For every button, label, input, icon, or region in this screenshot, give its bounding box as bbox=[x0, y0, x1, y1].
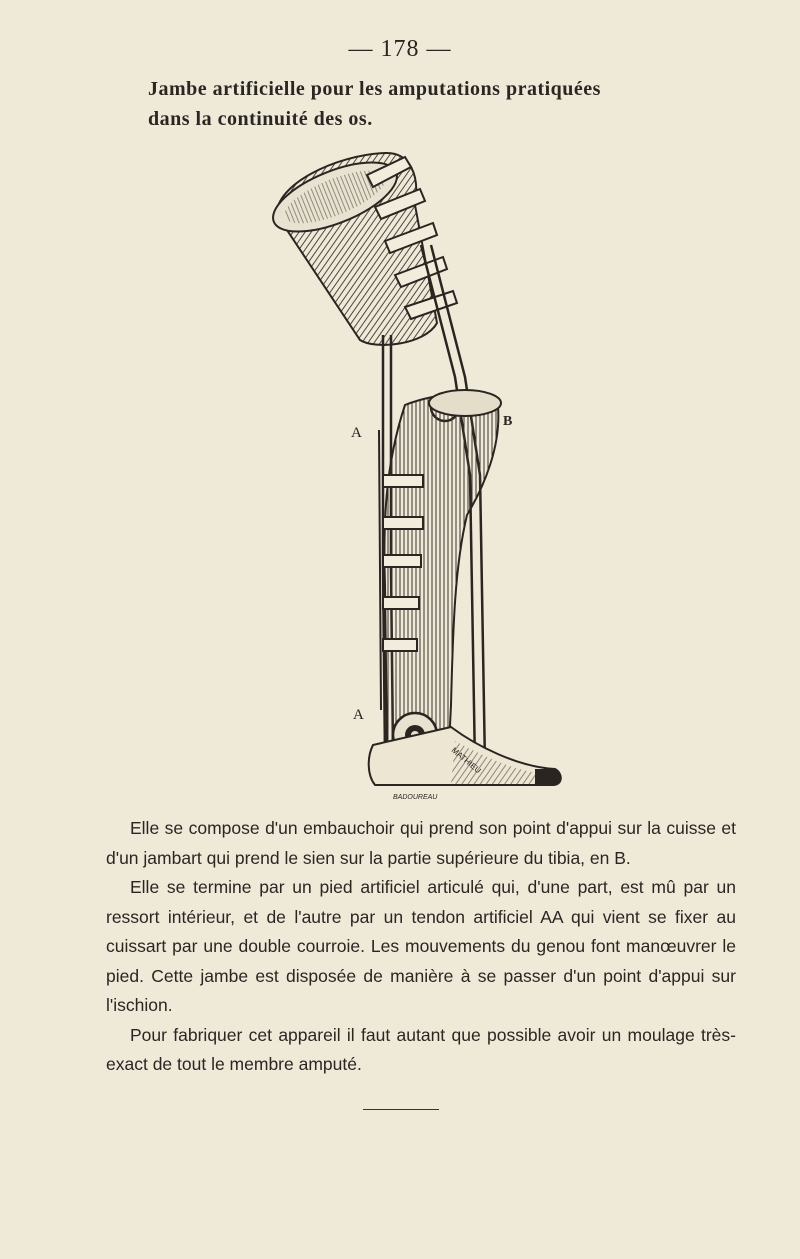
page-number: — 178 — bbox=[348, 36, 452, 62]
section-divider bbox=[363, 1109, 439, 1110]
engraver-signature: BADOUREAU bbox=[393, 794, 438, 801]
body-text bbox=[106, 814, 736, 1080]
title-line-1: Jambe artificielle pour les amputations pratiquées bbox=[148, 78, 601, 100]
paragraph: Elle se compose d'un embauchoir qui prend son point d'appui sur la cuisse et d'un jambart qui prend le sien sur la partie supérieure du tibia, en B. bbox=[106, 818, 736, 868]
tendon-aa bbox=[379, 430, 381, 710]
paragraph: Elle se termine par un pied artificiel articulé qui, d'une part, est mû par un ressort intérieur, et de l'autre par un tendon artificiel AA qui vient se fixer au cuissart par une double courroie. Les mouvements du genou font manœuvrer le pied. Cette jambe est disposée de manière à se passer d'un point d'appui sur l'ischion. bbox=[106, 877, 736, 1015]
label-b: B bbox=[503, 414, 513, 429]
maker-mark: MATHIEU bbox=[449, 745, 483, 776]
paragraph: Pour fabriquer cet appareil il faut autant que possible avoir un moulage très-exact de tout le membre amputé. bbox=[106, 1024, 736, 1074]
title-line-2: dans la continuité des os. bbox=[148, 108, 373, 130]
label-a-bottom: A bbox=[353, 707, 364, 723]
label-a-top: A bbox=[351, 425, 362, 441]
artificial-leg-illustration bbox=[255, 145, 575, 810]
